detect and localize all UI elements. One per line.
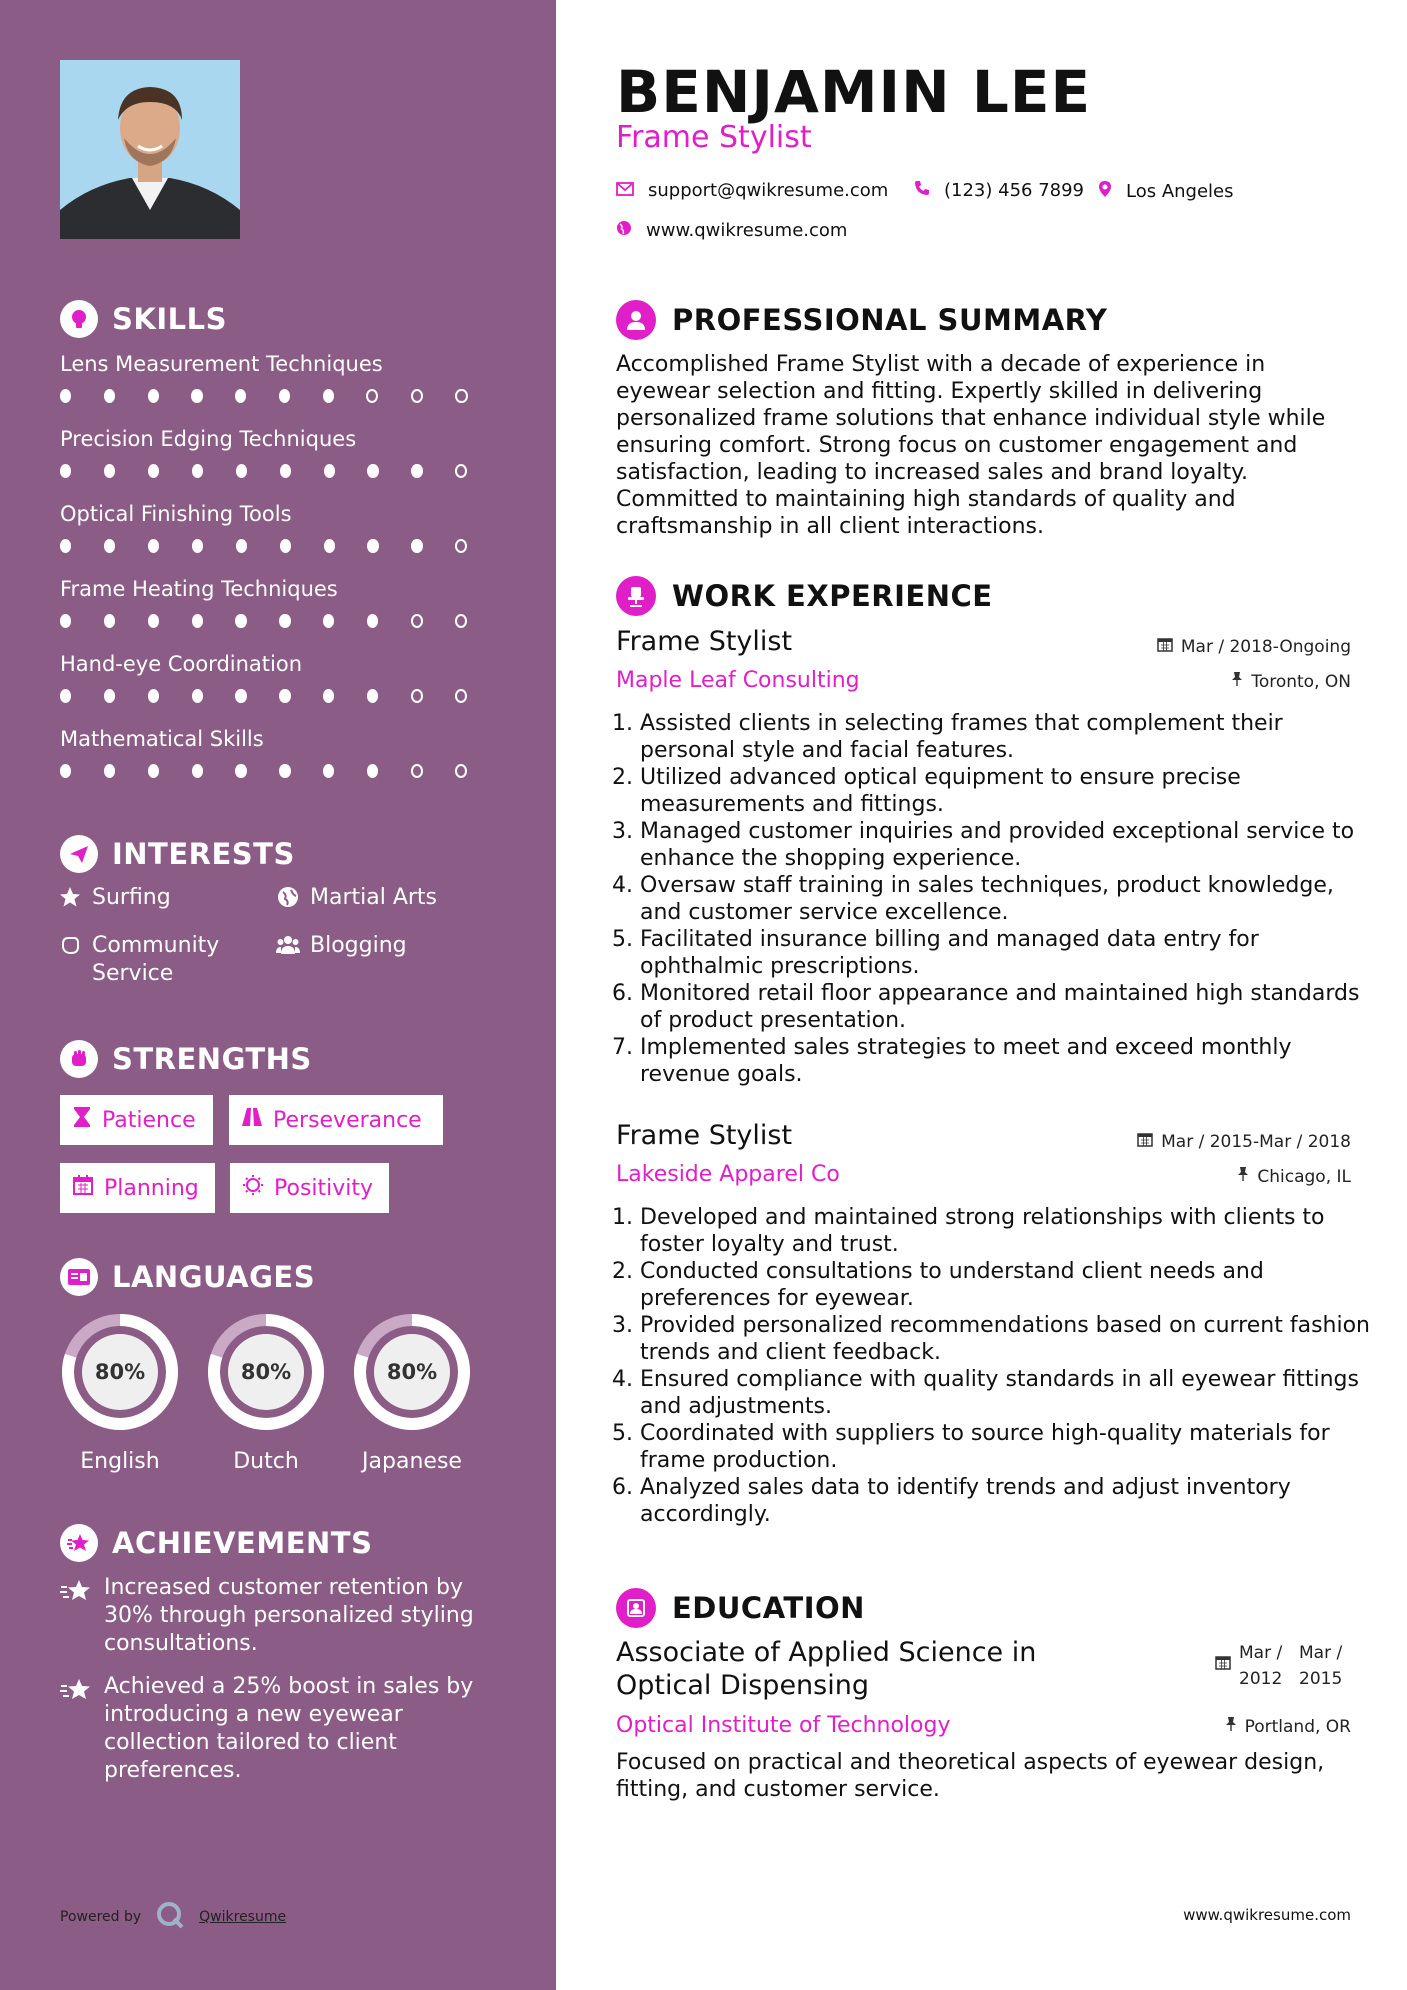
strengths-title: STRENGTHS — [112, 1042, 312, 1076]
rating-dot-filled — [192, 539, 203, 553]
languages-header — [60, 1258, 315, 1296]
rating-dot-empty — [455, 464, 467, 478]
star-burst-icon — [60, 1574, 92, 1658]
envelope-icon — [616, 180, 634, 201]
skill-name: Lens Measurement Techniques — [60, 352, 383, 376]
calendar-icon — [1215, 1640, 1231, 1675]
job-location — [1231, 671, 1351, 692]
duty-item: 5. Coordinated with suppliers to source high-quality materials for frame production. — [640, 1420, 1380, 1474]
language-name: Japanese — [362, 1449, 462, 1474]
education-school: Optical Institute of Technology — [616, 1713, 951, 1738]
skill-rating — [60, 764, 500, 778]
sun-icon — [242, 1174, 264, 1202]
road-icon — [241, 1107, 263, 1133]
rating-dot-empty — [455, 764, 467, 778]
rating-dot-empty — [411, 689, 423, 703]
education-dates — [1215, 1640, 1351, 1692]
interest-item — [276, 884, 506, 912]
website-text: www.qwikresume.com — [646, 220, 848, 241]
map-pin-icon — [1098, 180, 1112, 203]
job-location-text: Chicago, IL — [1257, 1166, 1351, 1187]
rating-dot-filled — [323, 689, 334, 703]
language-name: Dutch — [233, 1449, 299, 1474]
star-burst-icon — [60, 1673, 92, 1785]
calendar-icon — [1137, 1131, 1153, 1152]
rating-dot-filled — [235, 689, 246, 703]
interest-label: Martial Arts — [310, 885, 438, 910]
sidebar — [0, 0, 556, 1990]
profile-photo — [60, 60, 240, 239]
job-title: Frame Stylist — [616, 1120, 793, 1151]
education-start: Mar / 2012 — [1239, 1643, 1283, 1689]
job-location — [1237, 1166, 1351, 1187]
achievement-text: Increased customer retention by 30% through personalized styling consultations. — [104, 1575, 474, 1656]
language-name: English — [80, 1449, 160, 1474]
language-item — [347, 1307, 477, 1474]
interest-item — [58, 884, 258, 912]
job-location-text: Toronto, ON — [1251, 671, 1351, 692]
skill-item — [60, 652, 500, 703]
strength-label: Planning — [104, 1175, 199, 1201]
rating-dot-filled — [367, 464, 378, 478]
rating-dot-filled — [235, 389, 246, 403]
calendar-icon — [72, 1174, 94, 1202]
rating-dot-empty — [455, 689, 467, 703]
candidate-name: BENJAMIN LEE — [616, 58, 1092, 126]
languages-title: LANGUAGES — [112, 1260, 316, 1294]
interest-label: Community Service — [92, 933, 220, 986]
rating-dot-filled — [148, 689, 159, 703]
achievements-header — [60, 1524, 372, 1562]
job-dates — [1157, 636, 1351, 657]
rating-dot-filled — [104, 689, 115, 703]
rating-dot-filled — [104, 464, 115, 478]
rating-dot-filled — [148, 464, 159, 478]
hourglass-icon — [72, 1106, 92, 1134]
rating-dot-filled — [148, 389, 159, 403]
rating-dot-filled — [192, 689, 203, 703]
rating-dot-empty — [411, 389, 423, 403]
achievements-title: ACHIEVEMENTS — [112, 1526, 373, 1560]
pushpin-icon — [1237, 1166, 1249, 1187]
trophy-star-icon — [60, 1524, 98, 1562]
achievement-item — [60, 1673, 500, 1785]
rating-dot-filled — [411, 464, 422, 478]
achievement-text: Achieved a 25% boost in sales by introducing a new eyewear collection tailored to client preferences. — [104, 1674, 474, 1783]
rating-dot-filled — [192, 614, 203, 628]
rating-dot-filled — [192, 464, 203, 478]
fist-icon — [60, 1040, 98, 1078]
job-dates-text: Mar / 2015-Mar / 2018 — [1161, 1131, 1351, 1152]
strengths-header — [60, 1040, 312, 1078]
rating-dot-filled — [279, 389, 290, 403]
interests-header — [60, 835, 295, 873]
skill-name: Precision Edging Techniques — [60, 427, 357, 451]
rating-dot-empty — [455, 389, 467, 403]
job-company: Lakeside Apparel Co — [616, 1162, 840, 1187]
skill-name: Hand-eye Coordination — [60, 652, 303, 676]
interest-label: Surfing — [92, 885, 171, 910]
job-duties — [612, 1204, 1380, 1528]
rating-dot-filled — [235, 614, 246, 628]
pushpin-icon — [1225, 1716, 1237, 1737]
language-ring — [55, 1307, 185, 1437]
summary-text: Accomplished Frame Stylist with a decade of experience in eyewear selection and fitting. Expertly skilled in delivering personalized frame solutions that enhance individual style while ensuring comfort. Strong focus on customer engagement and satisfaction, leading to increased sales and brand loyalty. Committed to maintaining high standards of quality and craftsmanship in all client interactions. — [616, 352, 1326, 539]
skill-item — [60, 352, 500, 403]
duty-item: 6. Monitored retail floor appearance and maintained high standards of product presentation. — [640, 980, 1380, 1034]
skill-item — [60, 502, 500, 553]
contact-location — [1098, 180, 1234, 203]
duty-item: 5. Facilitated insurance billing and managed data entry for ophthalmic prescriptions. — [640, 926, 1380, 980]
summary-header — [616, 300, 1107, 340]
skill-name: Frame Heating Techniques — [60, 577, 338, 601]
rating-dot-filled — [279, 689, 290, 703]
rating-dot-filled — [148, 764, 159, 778]
qwikresume-logo-icon — [155, 1900, 185, 1934]
duty-item: 3. Managed customer inquiries and provided exceptional service to enhance the shopping experience. — [640, 818, 1380, 872]
degree-title: Associate of Applied Science in Optical Dispensing — [616, 1637, 1037, 1701]
contact-phone[interactable] — [914, 180, 1084, 201]
rating-dot-filled — [324, 464, 335, 478]
pushpin-icon — [1231, 671, 1243, 692]
duty-item: 2. Conducted consultations to understand client needs and preferences for eyewear. — [640, 1258, 1380, 1312]
strength-tag — [60, 1095, 213, 1145]
rating-dot-filled — [279, 764, 290, 778]
interest-item — [276, 932, 506, 960]
job-dates — [1137, 1131, 1351, 1152]
location-text: Los Angeles — [1126, 181, 1234, 202]
strength-label: Perseverance — [273, 1107, 422, 1133]
rating-dot-filled — [104, 614, 115, 628]
job-title: Frame Stylist — [616, 626, 793, 657]
rating-dot-filled — [324, 539, 335, 553]
job-company: Maple Leaf Consulting — [616, 668, 860, 693]
star-icon — [58, 884, 82, 912]
rating-dot-filled — [60, 614, 71, 628]
email-text: support@qwikresume.com — [648, 180, 889, 201]
main-content — [556, 0, 1407, 1990]
rating-dot-filled — [148, 614, 159, 628]
skill-item — [60, 427, 500, 478]
education-location-text: Portland, OR — [1244, 1716, 1351, 1737]
job-duties — [612, 710, 1380, 1088]
interests-title: INTERESTS — [112, 837, 295, 871]
experience-title: WORK EXPERIENCE — [672, 579, 993, 613]
rating-dot-filled — [280, 539, 291, 553]
rating-dot-filled — [191, 389, 202, 403]
language-item — [201, 1307, 331, 1474]
rating-dot-empty — [411, 614, 423, 628]
rating-dot-empty — [455, 539, 467, 553]
rating-dot-filled — [411, 539, 422, 553]
language-percent: 80% — [94, 1360, 146, 1384]
duty-item: 4. Ensured compliance with quality standards in all eyewear fittings and adjustments. — [640, 1366, 1380, 1420]
powered-by — [60, 1900, 286, 1934]
skills-header — [60, 300, 227, 338]
language-item — [55, 1307, 185, 1474]
qwikresume-link[interactable]: Qwikresume — [199, 1909, 287, 1925]
language-ring — [347, 1307, 477, 1437]
rating-dot-filled — [192, 764, 203, 778]
rating-dot-filled — [60, 389, 71, 403]
footer-url[interactable]: www.qwikresume.com — [1183, 1906, 1351, 1924]
contact-email[interactable] — [616, 180, 888, 201]
strength-tag — [60, 1163, 215, 1213]
duty-item: 1. Developed and maintained strong relationships with clients to foster loyalty and trust. — [640, 1204, 1380, 1258]
education-location — [1225, 1716, 1351, 1737]
achievement-item — [60, 1574, 500, 1658]
calendar-icon — [1157, 636, 1173, 657]
globe-icon — [616, 220, 632, 241]
rating-dot-filled — [60, 764, 71, 778]
education-end: Mar / 2015 — [1299, 1643, 1343, 1689]
skill-rating — [60, 539, 500, 553]
rating-dot-filled — [236, 464, 247, 478]
office-chair-icon — [616, 576, 656, 616]
skill-rating — [60, 389, 500, 403]
job-dates-text: Mar / 2018-Ongoing — [1180, 636, 1351, 657]
duty-item: 1. Assisted clients in selecting frames that complement their personal style and facial features. — [640, 710, 1380, 764]
education-text: Focused on practical and theoretical aspects of eyewear design, fitting, and customer service. — [616, 1750, 1325, 1802]
rating-dot-filled — [367, 539, 378, 553]
education-header — [616, 1588, 865, 1628]
duty-item: 2. Utilized advanced optical equipment to ensure precise measurements and fittings. — [640, 764, 1380, 818]
graduation-icon — [616, 1588, 656, 1628]
language-percent: 80% — [240, 1360, 292, 1384]
rating-dot-filled — [323, 764, 334, 778]
rating-dot-empty — [366, 389, 378, 403]
rating-dot-filled — [323, 614, 334, 628]
summary-title: PROFESSIONAL SUMMARY — [672, 303, 1108, 337]
rating-dot-filled — [235, 764, 246, 778]
language-ring — [201, 1307, 331, 1437]
duty-item: 6. Analyzed sales data to identify trends and adjust inventory accordingly. — [640, 1474, 1380, 1528]
rating-dot-filled — [148, 539, 159, 553]
globe-icon — [276, 884, 300, 912]
skill-item — [60, 577, 500, 628]
strength-label: Positivity — [274, 1175, 374, 1201]
rating-dot-filled — [367, 764, 378, 778]
interest-label: Blogging — [310, 933, 407, 958]
rating-dot-filled — [279, 614, 290, 628]
contact-website[interactable] — [616, 220, 847, 241]
skill-name: Mathematical Skills — [60, 727, 264, 751]
duty-item: 7. Implemented sales strategies to meet and exceed monthly revenue goals. — [640, 1034, 1380, 1088]
skill-name: Optical Finishing Tools — [60, 502, 292, 526]
skills-title: SKILLS — [112, 302, 227, 336]
users-icon — [276, 932, 300, 960]
education-title: EDUCATION — [672, 1591, 865, 1625]
paper-plane-icon — [60, 835, 98, 873]
skill-rating — [60, 614, 500, 628]
strength-tag — [229, 1095, 443, 1145]
rating-dot-filled — [367, 614, 378, 628]
rating-dot-filled — [60, 689, 71, 703]
rating-dot-filled — [104, 389, 115, 403]
interest-item — [58, 932, 258, 988]
strength-tag — [230, 1163, 389, 1213]
rating-dot-filled — [236, 539, 247, 553]
user-icon — [616, 300, 656, 340]
duty-item: 4. Oversaw staff training in sales techniques, product knowledge, and customer service excellence. — [640, 872, 1380, 926]
rating-dot-filled — [323, 389, 334, 403]
hand-icon — [58, 932, 82, 988]
language-icon — [60, 1258, 98, 1296]
rating-dot-filled — [60, 539, 71, 553]
rating-dot-filled — [60, 464, 71, 478]
skill-rating — [60, 464, 500, 478]
rating-dot-empty — [455, 614, 467, 628]
phone-text: (123) 456 7899 — [944, 180, 1085, 201]
rating-dot-filled — [280, 464, 291, 478]
rating-dot-filled — [367, 689, 378, 703]
rating-dot-filled — [104, 764, 115, 778]
experience-header — [616, 576, 993, 616]
skill-item — [60, 727, 500, 778]
candidate-role: Frame Stylist — [616, 120, 812, 155]
phone-icon — [914, 180, 930, 201]
lightbulb-icon — [60, 300, 98, 338]
duty-item: 3. Provided personalized recommendations based on current fashion trends and client feedback. — [640, 1312, 1380, 1366]
strength-label: Patience — [102, 1107, 196, 1133]
skill-rating — [60, 689, 500, 703]
rating-dot-filled — [104, 539, 115, 553]
language-percent: 80% — [386, 1360, 438, 1384]
powered-by-label: Powered by — [60, 1909, 142, 1925]
rating-dot-empty — [411, 764, 423, 778]
